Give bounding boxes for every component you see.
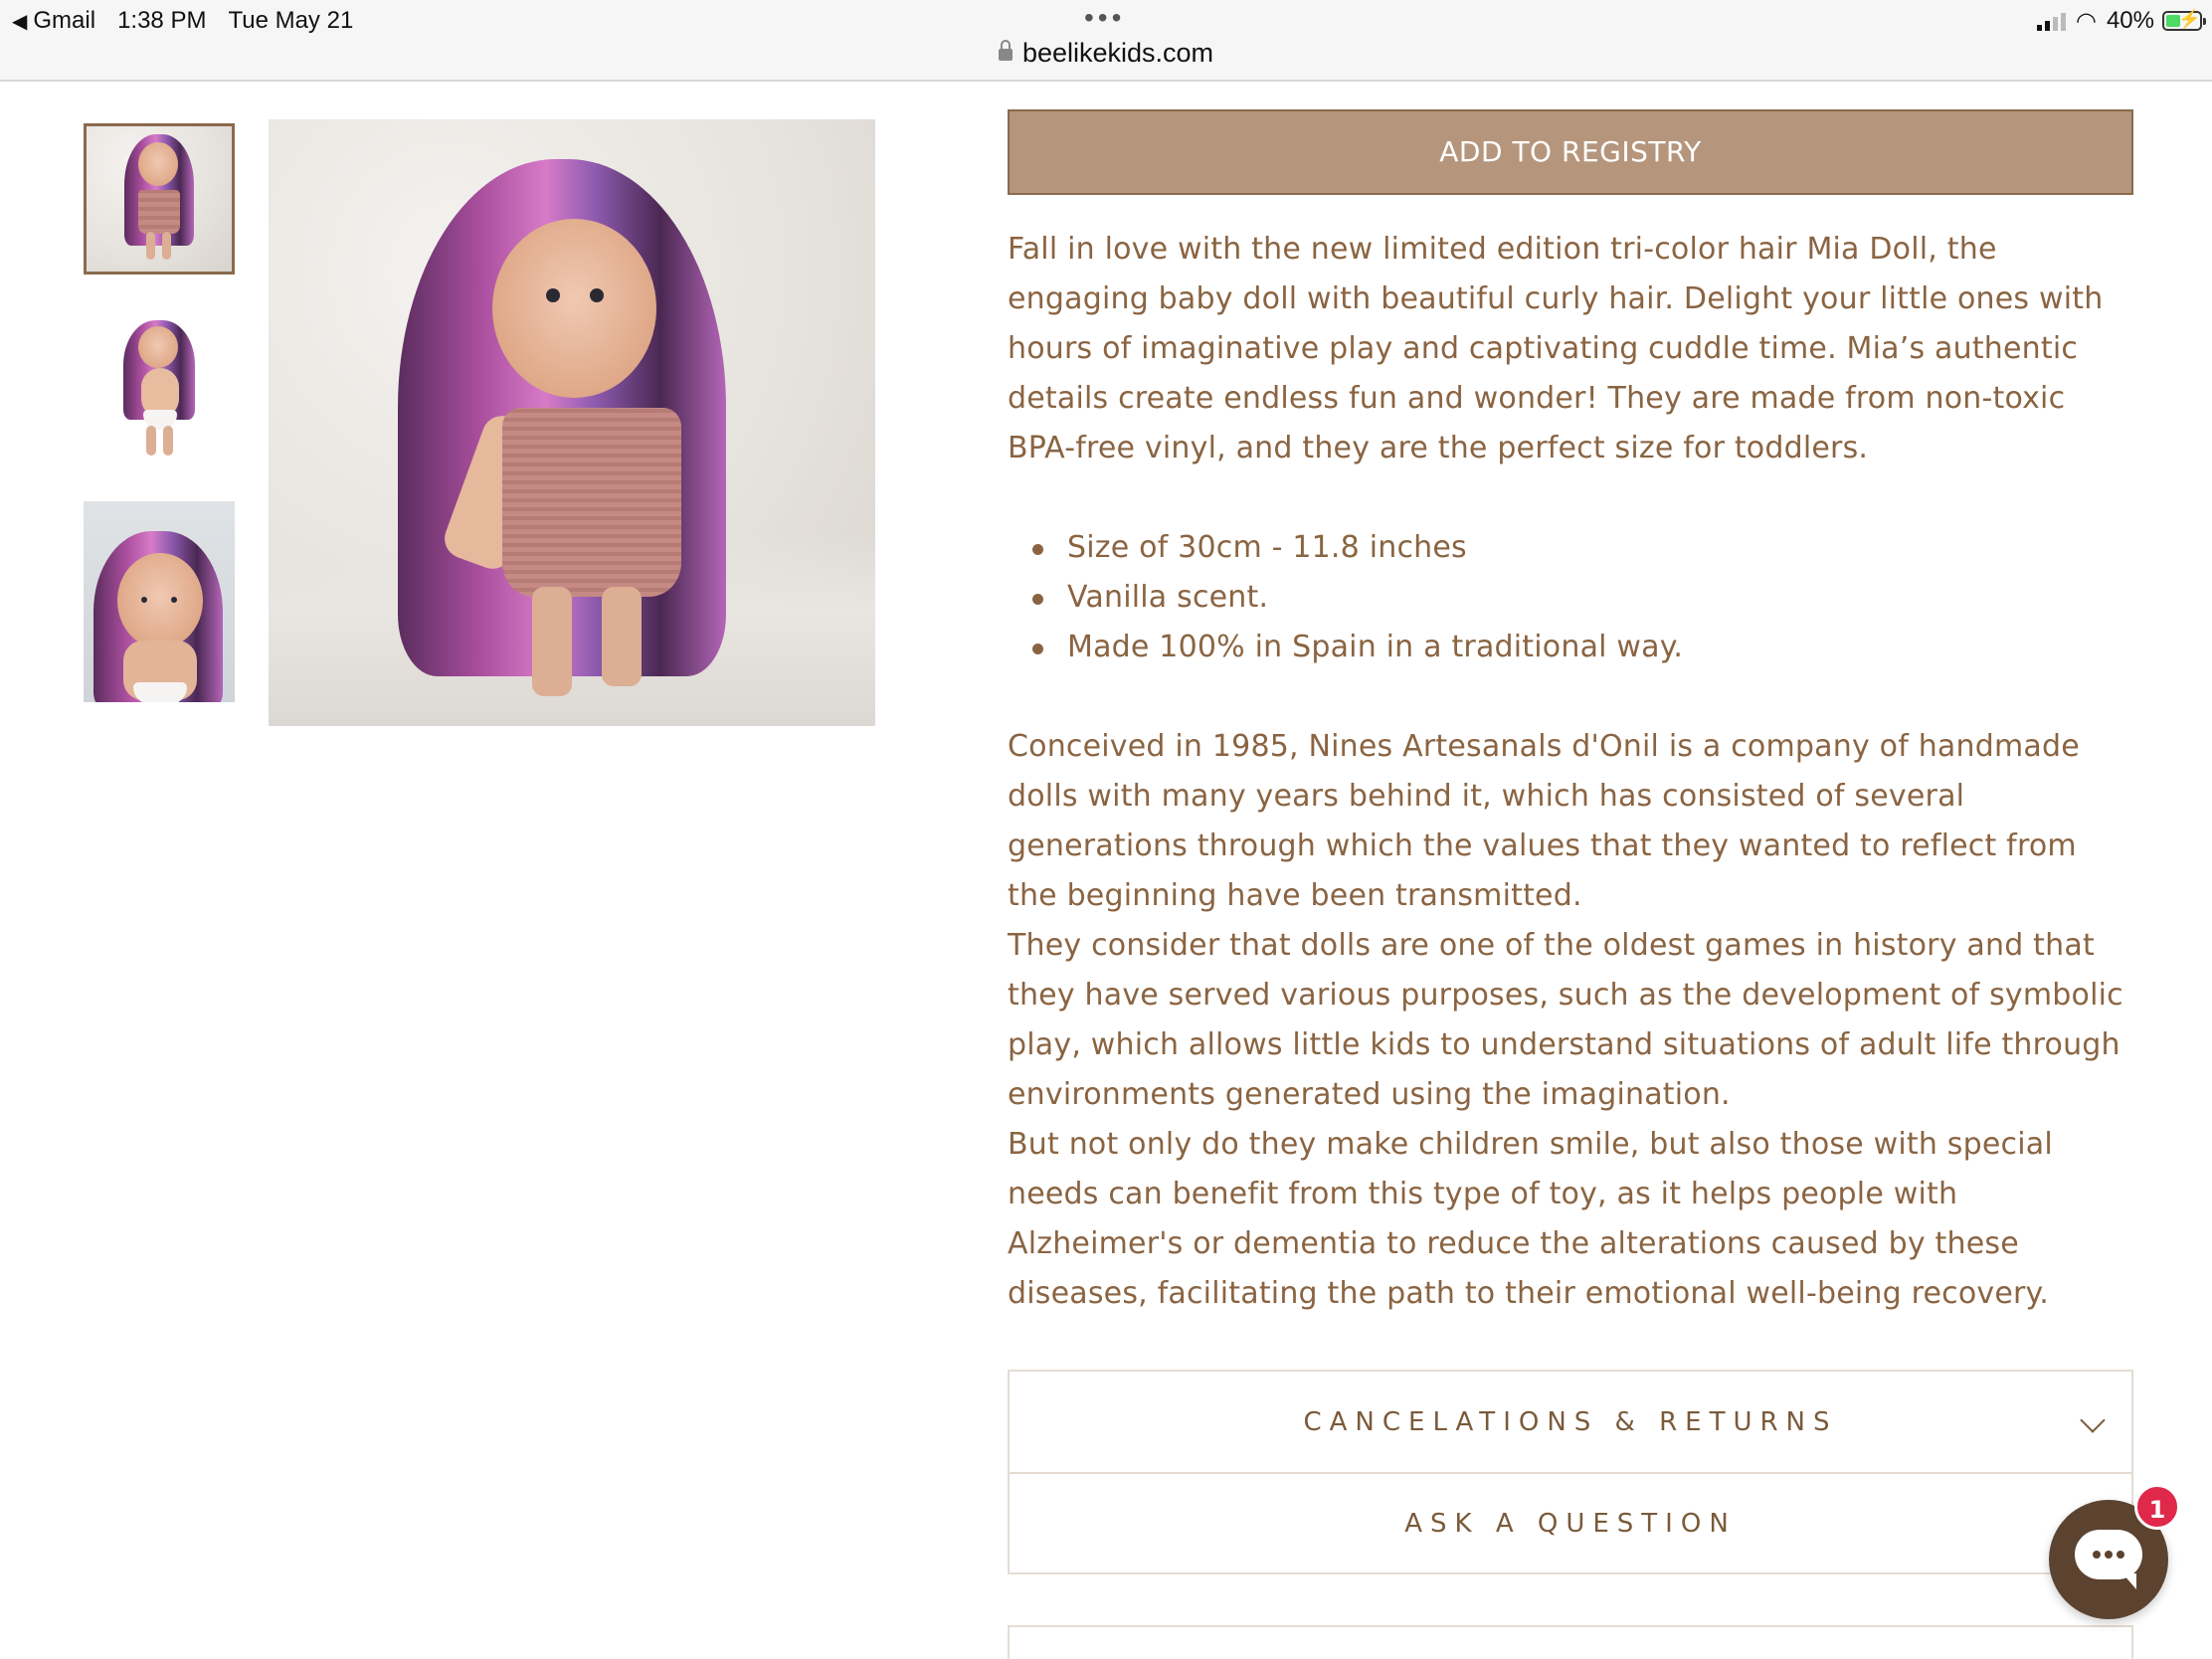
description-history: They consider that dolls are one of the oldest games in history and that they have served various purposes, such as the development of symbolic play, which allows little kids to understand situations of adult life through environments generated using the imagination. bbox=[1008, 928, 2123, 1112]
feature-list bbox=[1008, 523, 2133, 672]
description-company: Conceived in 1985, Nines Artesanals d'Onil is a company of handmade dolls with many years behind it, which has consisted of several generations through which the values that they wanted to reflect from the beginning have been transmitted. bbox=[1008, 729, 2080, 913]
address-bar[interactable] bbox=[0, 38, 2212, 69]
ask-question-button[interactable] bbox=[1010, 1472, 2131, 1572]
add-to-registry-button[interactable]: ADD TO REGISTRY bbox=[1008, 109, 2133, 195]
back-app-label[interactable]: Gmail bbox=[33, 7, 96, 34]
next-section-box bbox=[1008, 1625, 2133, 1659]
description-benefits: But not only do they make children smile, but also those with special needs can benefit from this type of toy, as it helps people with Alzheimer's or dementia to reduce the alterations caused by these diseases, facilitating the path to their emotional well-being recovery. bbox=[1008, 1127, 2053, 1311]
product-details bbox=[1008, 109, 2133, 1319]
feature-item: Made 100% in Spain in a traditional way. bbox=[1008, 623, 2133, 672]
product-description bbox=[1008, 225, 2133, 1319]
product-main-image[interactable] bbox=[269, 119, 875, 726]
lock-icon bbox=[999, 49, 1013, 61]
product-thumbnail-3[interactable] bbox=[84, 501, 235, 702]
signal-icon bbox=[2037, 11, 2066, 31]
multitask-dots-icon[interactable]: ••• bbox=[1084, 2, 1126, 33]
chevron-down-icon bbox=[2080, 1407, 2105, 1432]
browser-status-bar bbox=[0, 0, 2212, 82]
info-accordion bbox=[1008, 1370, 2133, 1574]
status-date: Tue May 21 bbox=[228, 7, 354, 34]
wifi-icon: ◠ bbox=[2076, 7, 2097, 35]
battery-icon: ⚡ bbox=[2162, 11, 2202, 31]
ask-question-label: ASK A QUESTION bbox=[1404, 1508, 1737, 1539]
product-thumbnails bbox=[84, 123, 235, 740]
feature-item: Size of 30cm - 11.8 inches bbox=[1008, 523, 2133, 573]
description-intro: Fall in love with the new limited edition tri-color hair Mia Doll, the engaging baby doll with beautiful curly hair. Delight your little ones with hours of imaginative play and captivating cuddle time. Mia’s authentic details create endless fun and wonder! They are made from non-toxic BPA-free vinyl, and they are the perfect size for toddlers. bbox=[1008, 232, 2104, 465]
battery-percent: 40% bbox=[2106, 7, 2154, 34]
chat-notification-badge: 1 bbox=[2134, 1484, 2180, 1530]
status-left bbox=[12, 4, 353, 38]
product-thumbnail-2[interactable] bbox=[84, 312, 235, 463]
cancelations-returns-label: CANCELATIONS & RETURNS bbox=[1303, 1406, 1838, 1437]
back-arrow-icon[interactable]: ◀ bbox=[12, 10, 28, 33]
status-time: 1:38 PM bbox=[117, 7, 207, 34]
url-text: beelikekids.com bbox=[1021, 38, 1214, 68]
status-right bbox=[2037, 4, 2202, 38]
cancelations-returns-toggle[interactable] bbox=[1010, 1372, 2131, 1472]
product-thumbnail-1[interactable] bbox=[84, 123, 235, 275]
feature-item: Vanilla scent. bbox=[1008, 573, 2133, 623]
